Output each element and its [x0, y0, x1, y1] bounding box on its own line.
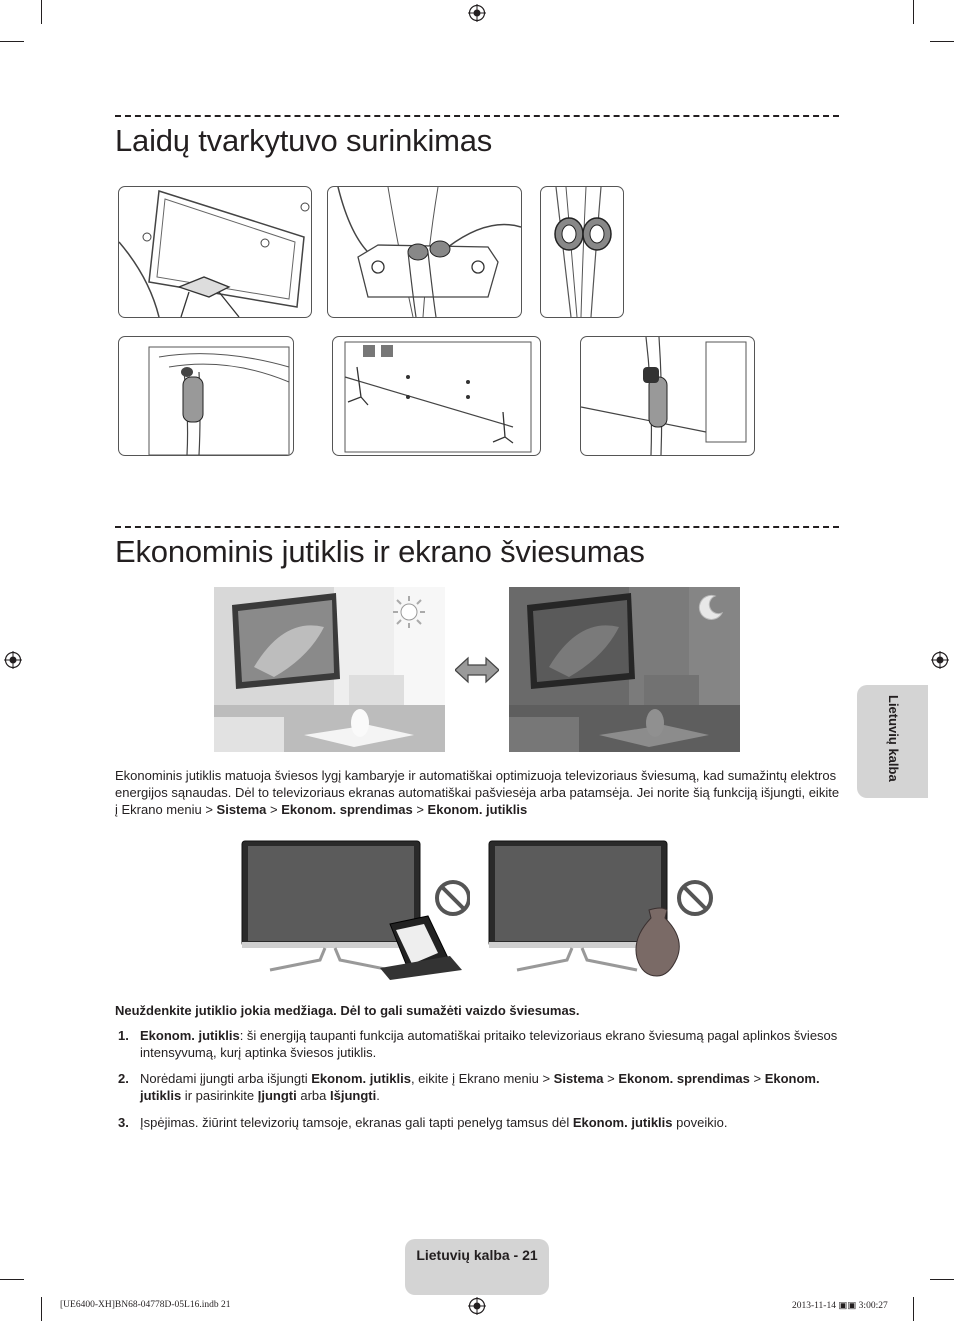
list-item: 3. Įspėjimas. žiūrint televizorių tamsoje, ekranas gali tapti penelyg tamsus dėl Ekonom. jutiklis poveikio. [118, 1115, 728, 1130]
figure-cable-step-1 [118, 186, 312, 318]
figure-cable-step-2 [327, 186, 522, 318]
list-item: 2. Norėdami įjungti arba išjungti Ekonom. jutiklis, eikite į Ekrano meniu > Sistema > Ekonom. sprendimas > Ekonom. jutiklis ir pasirinkite Įjungti arba Išjungti. [118, 1071, 820, 1103]
image-room-dark [509, 587, 740, 752]
crop-mark [0, 41, 24, 42]
crop-mark [930, 41, 954, 42]
figure-cable-step-3 [540, 186, 624, 318]
figure-cable-step-6 [580, 336, 755, 456]
image-room-bright [214, 587, 445, 752]
crop-mark [41, 1297, 42, 1321]
eco-sensor-description: Ekonominis jutiklis matuoja šviesos lygį kambaryje ir automatiškai optimizuoja televizoriaus šviesumą, kad sumažintų elektros energijos sąnaudas. Dėl to televizoriaus ekranas automatiškai pašviesėja arba patamsėja. Jei norite šią funkciją išjungti, eikite į Ekrano meniu > Sistema > Ekonom. sprendimas > Ekonom. jutiklis [115, 768, 840, 817]
figure-cable-step-5 [332, 336, 541, 456]
section-divider [115, 526, 839, 528]
sun-icon [392, 595, 426, 629]
crop-mark [913, 0, 914, 24]
print-slug-right: 2013-11-14 ▣▣ 3:00:27 [792, 1301, 888, 1311]
registration-mark-icon [4, 651, 22, 669]
image-tv-blocked-by-frame [240, 838, 470, 980]
language-side-tab: Lietuvių kalba [857, 685, 928, 798]
print-slug-left: [UE6400-XH]BN68-04778D-05L16.indb 21 [60, 1300, 231, 1310]
double-arrow-icon [455, 656, 499, 684]
warning-text: Neuždenkite jutiklio jokia medžiaga. Dėl to gali sumažėti vaizdo šviesumas. [115, 1003, 580, 1018]
crop-mark [913, 1297, 914, 1321]
crop-mark [0, 1279, 24, 1280]
registration-mark-icon [468, 4, 486, 22]
section-title-eco-sensor: Ekonominis jutiklis ir ekrano šviesumas [115, 534, 645, 569]
crop-mark [930, 1279, 954, 1280]
menu-path-eco-solution: Ekonom. sprendimas [281, 802, 413, 817]
registration-mark-icon [931, 651, 949, 669]
list-item: 1. Ekonom. jutiklis: ši energiją taupanti funkcija automatiškai pritaiko televizoriaus ekrano šviesumą pagal aplinkos šviesos intensyvumą, kurį aptinka šviesos jutiklis. [118, 1028, 838, 1060]
menu-path-system: Sistema [216, 802, 267, 817]
page-number-tab: Lietuvių kalba - 21 [405, 1239, 549, 1295]
section-title-cable-manager: Laidų tvarkytuvo surinkimas [115, 123, 493, 158]
crop-mark [41, 0, 42, 24]
figure-cable-step-4 [118, 336, 294, 456]
registration-mark-icon [468, 1297, 486, 1315]
section-divider [115, 115, 839, 117]
moon-icon [695, 593, 725, 623]
menu-path-eco-sensor: Ekonom. jutiklis [427, 802, 528, 817]
image-tv-blocked-by-vase [487, 838, 717, 980]
